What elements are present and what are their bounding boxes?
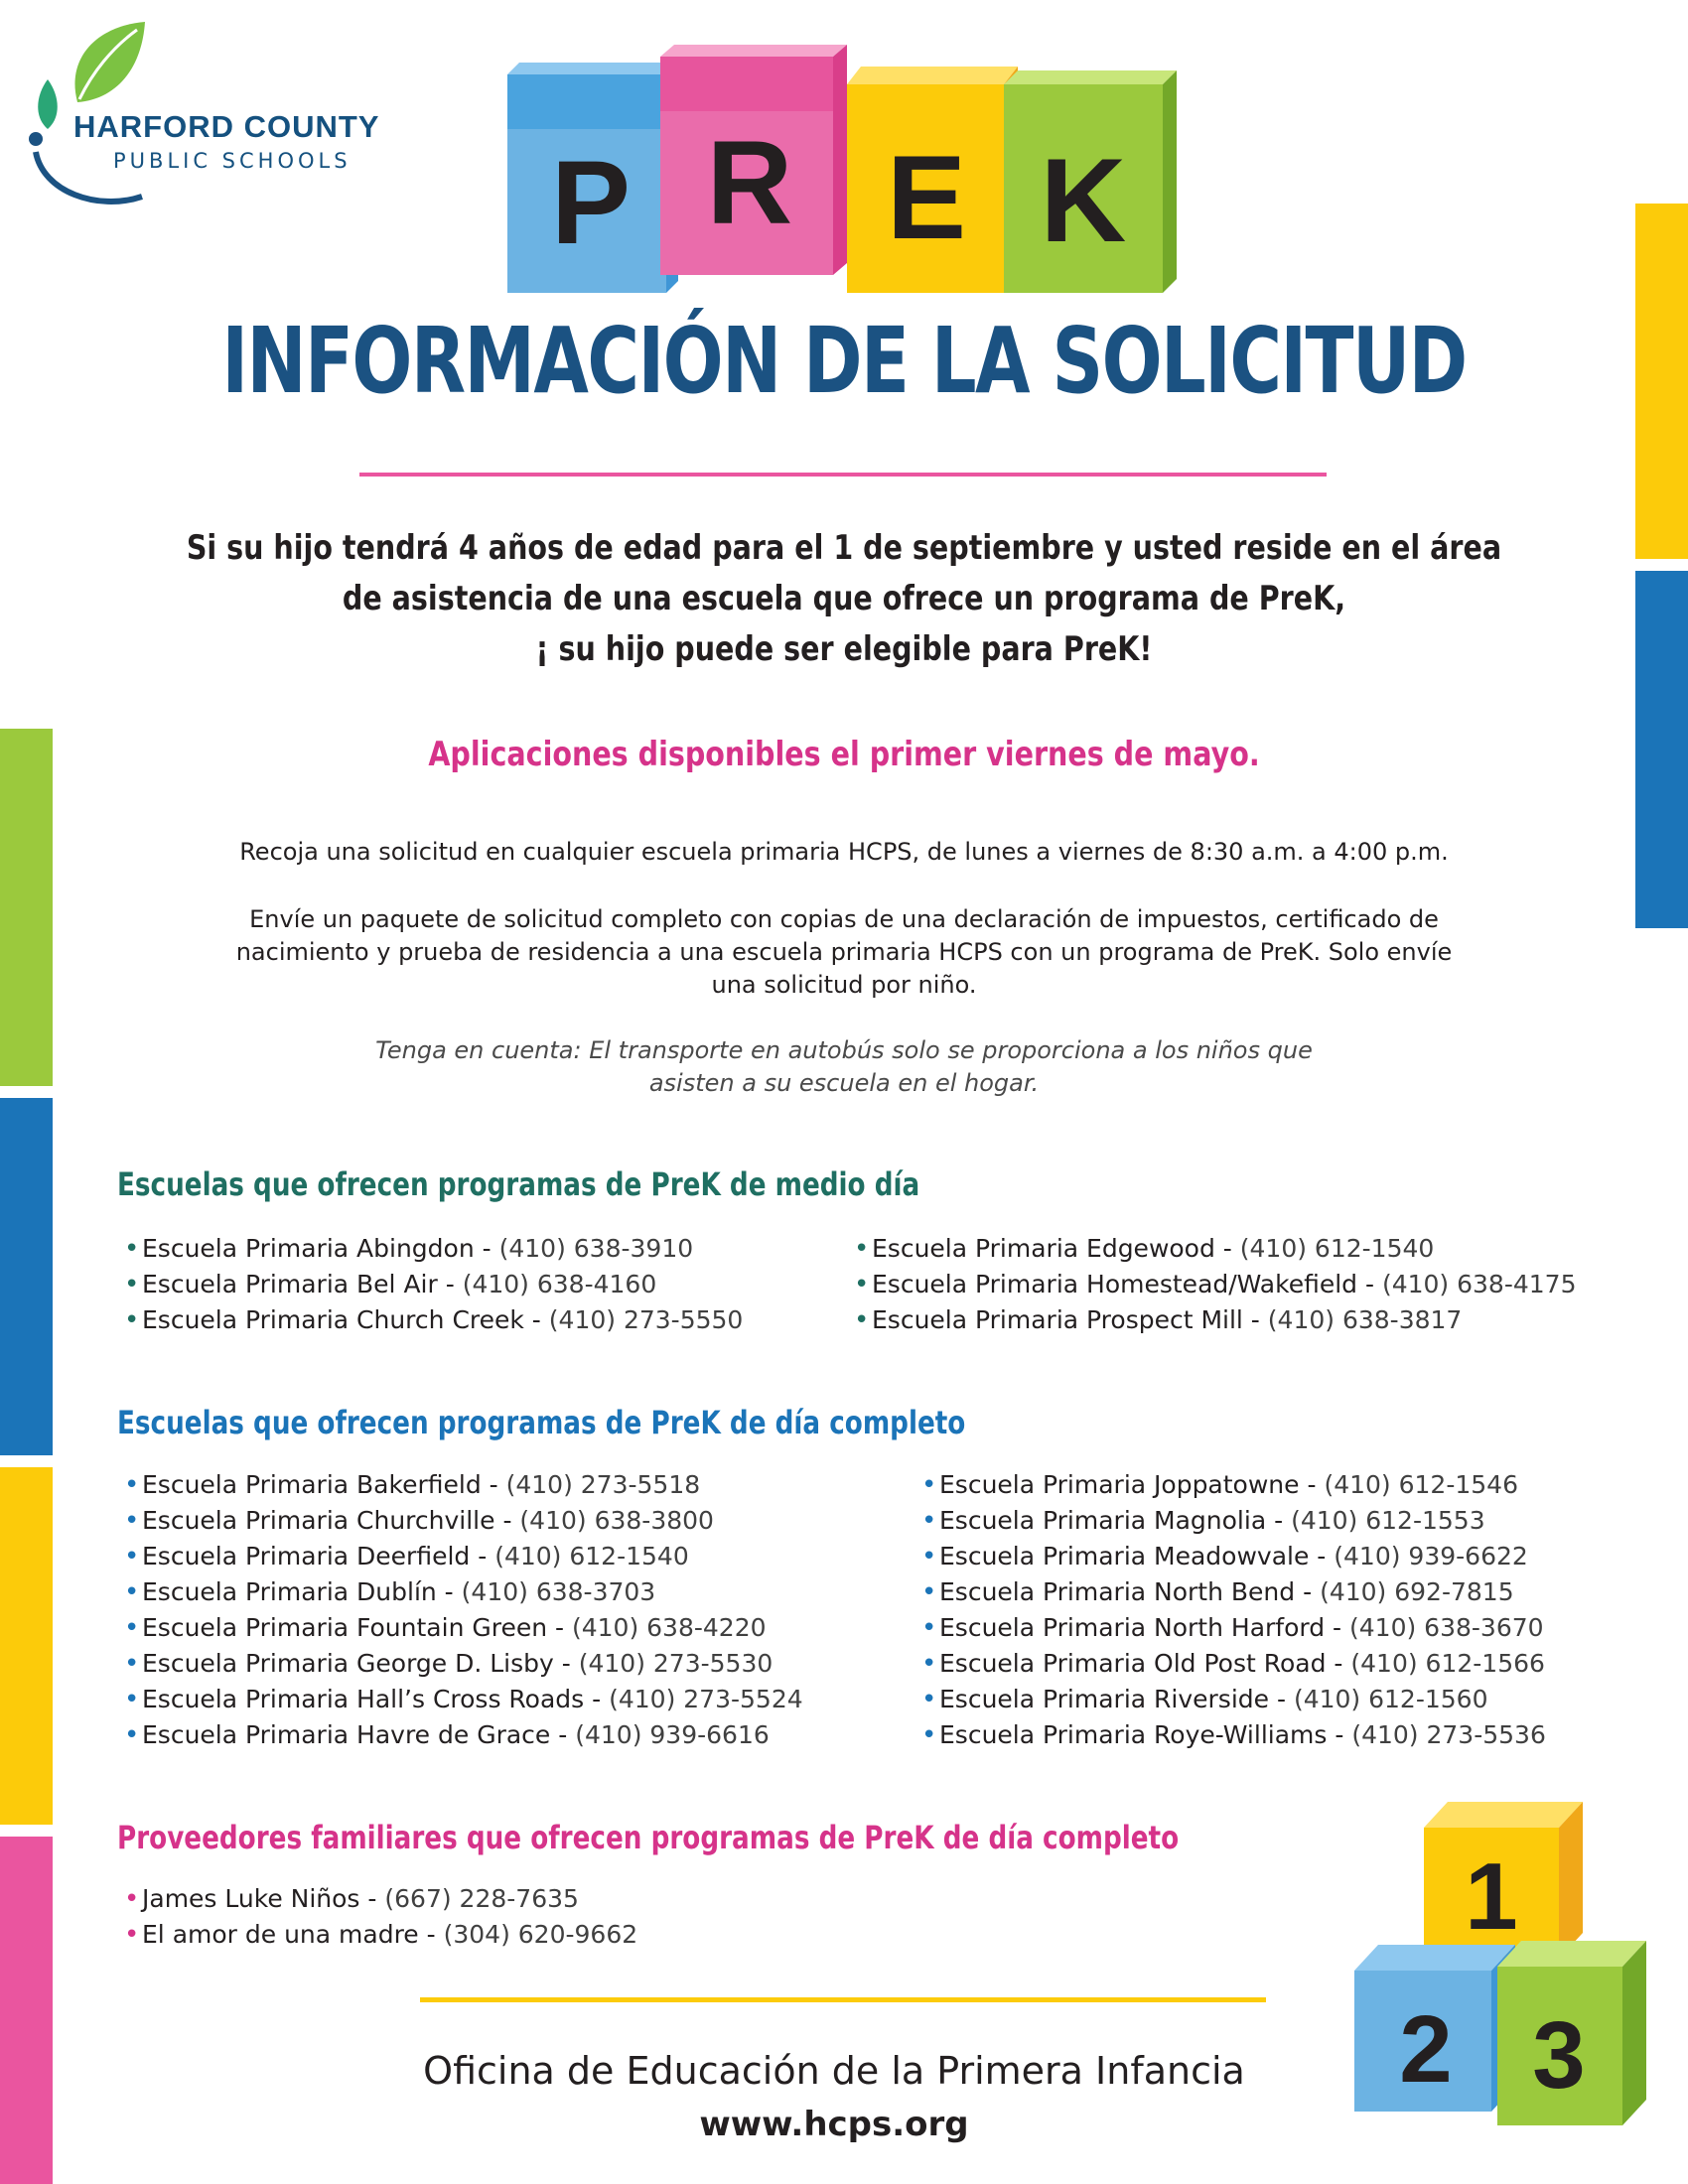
half-day-list-col2	[854, 1231, 1577, 1338]
block-number-2: 2	[1399, 1996, 1453, 2103]
submit-line-3: una solicitud por niño.	[711, 971, 977, 999]
list-item: • Escuela Primaria Joppatowne - (410) 612-1546	[921, 1470, 1518, 1500]
list-item: • Escuela Primaria Bel Air - (410) 638-4160	[124, 1270, 657, 1299]
list-item: • Escuela Primaria Abingdon - (410) 638-3910	[124, 1234, 694, 1264]
footer-url[interactable]: www.hcps.org	[699, 2105, 969, 2144]
list-item: • Escuela Primaria Church Creek - (410) 273-5550	[124, 1305, 744, 1335]
list-item: • Escuela Primaria Churchville - (410) 638-3800	[124, 1506, 714, 1536]
logo-line1: HARFORD COUNTY	[73, 109, 380, 144]
left-bar-pink	[0, 1837, 53, 2184]
list-item: • Escuela Primaria Old Post Road - (410) 612-1566	[921, 1649, 1545, 1679]
list-item: • Escuela Primaria Meadowvale - (410) 939-6622	[921, 1542, 1528, 1571]
footer-office: Oficina de Educación de la Primera Infancia	[423, 2049, 1245, 2093]
block-letter-r: R	[706, 116, 793, 249]
block-number-1: 1	[1465, 1843, 1518, 1950]
block-letter-k: K	[1040, 134, 1127, 267]
family-heading: Proveedores familiares que ofrecen programas de PreK de día completo	[117, 1819, 1180, 1856]
list-item: • Escuela Primaria Riverside - (410) 612-1560	[921, 1685, 1488, 1714]
half-day-heading: Escuelas que ofrecen programas de PreK de medio día	[117, 1165, 920, 1203]
number-blocks	[1348, 1802, 1666, 2129]
right-bar-yellow	[1635, 204, 1688, 559]
full-day-list-col2	[921, 1467, 1546, 1753]
list-item: • Escuela Primaria Edgewood - (410) 612-1540	[854, 1234, 1435, 1264]
list-item: • Escuela Primaria Homestead/Wakefield - (410) 638-4175	[854, 1270, 1577, 1299]
list-item: • Escuela Primaria Dublín - (410) 638-3703	[124, 1577, 656, 1607]
list-item: • Escuela Primaria Magnolia - (410) 612-1553	[921, 1506, 1485, 1536]
page-title: INFORMACIÓN DE LA SOLICITUD	[221, 308, 1467, 414]
footer-divider	[420, 1997, 1266, 2002]
list-item: • Escuela Primaria North Harford - (410) 638-3670	[921, 1613, 1544, 1643]
pickup-text: Recoja una solicitud en cualquier escuela primaria HCPS, de lunes a viernes de 8:30 a.m. a 4:00 p.m.	[239, 838, 1449, 866]
left-bar-blue	[0, 1098, 53, 1455]
intro-line-3: ¡ su hijo puede ser elegible para PreK!	[535, 629, 1153, 669]
availability-text: Aplicaciones disponibles el primer viernes de mayo.	[428, 735, 1260, 774]
family-list	[124, 1881, 637, 1953]
list-item: • Escuela Primaria Fountain Green - (410) 638-4220	[124, 1613, 767, 1643]
intro-line-1: Si su hijo tendrá 4 años de edad para el 1 de septiembre y usted reside en el área	[186, 528, 1502, 568]
list-item: • El amor de una madre - (304) 620-9662	[124, 1920, 638, 1950]
list-item: • Escuela Primaria George D. Lisby - (410) 273-5530	[124, 1649, 774, 1679]
list-item: • Escuela Primaria Deerfield - (410) 612-1540	[124, 1542, 689, 1571]
list-item: • Escuela Primaria Havre de Grace - (410) 939-6616	[124, 1720, 770, 1750]
full-day-heading: Escuelas que ofrecen programas de PreK de día completo	[117, 1404, 966, 1441]
note-line-2: asisten a su escuela en el hogar.	[648, 1069, 1040, 1097]
prek-blocks	[501, 45, 1216, 303]
submit-text	[99, 903, 1589, 1002]
note-line-1: Tenga en cuenta: El transporte en autobús solo se proporciona a los niños que	[375, 1036, 1313, 1064]
submit-line-2: nacimiento y prueba de residencia a una escuela primaria HCPS con un programa de PreK. Solo envíe	[235, 938, 1453, 966]
submit-line-1: Envíe un paquete de solicitud completo con copias de una declaración de impuestos, certificado de	[249, 905, 1439, 933]
hcps-logo	[18, 18, 415, 206]
list-item: • Escuela Primaria Prospect Mill - (410) 638-3817	[854, 1305, 1463, 1335]
transport-note	[99, 1034, 1589, 1100]
half-day-list-col1	[124, 1231, 743, 1338]
right-bar-blue	[1635, 571, 1688, 928]
block-letter-e: E	[886, 131, 967, 264]
list-item: • Escuela Primaria Roye-Williams - (410) 273-5536	[921, 1720, 1546, 1750]
block-number-3: 3	[1532, 2002, 1586, 2109]
intro-line-2: de asistencia de una escuela que ofrece un programa de PreK,	[342, 579, 1346, 618]
list-item: • Escuela Primaria Hall’s Cross Roads - (410) 273-5524	[124, 1685, 803, 1714]
left-bar-yellow	[0, 1467, 53, 1825]
list-item: • James Luke Niños - (667) 228-7635	[124, 1884, 579, 1914]
full-day-list-col1	[124, 1467, 803, 1753]
title-divider	[359, 473, 1327, 477]
block-letter-p: P	[550, 136, 632, 269]
left-bar-green	[0, 729, 53, 1086]
intro-text	[135, 523, 1553, 675]
list-item: • Escuela Primaria North Bend - (410) 692-7815	[921, 1577, 1514, 1607]
list-item: • Escuela Primaria Bakerfield - (410) 273-5518	[124, 1470, 701, 1500]
logo-line2: PUBLIC SCHOOLS	[113, 149, 352, 173]
